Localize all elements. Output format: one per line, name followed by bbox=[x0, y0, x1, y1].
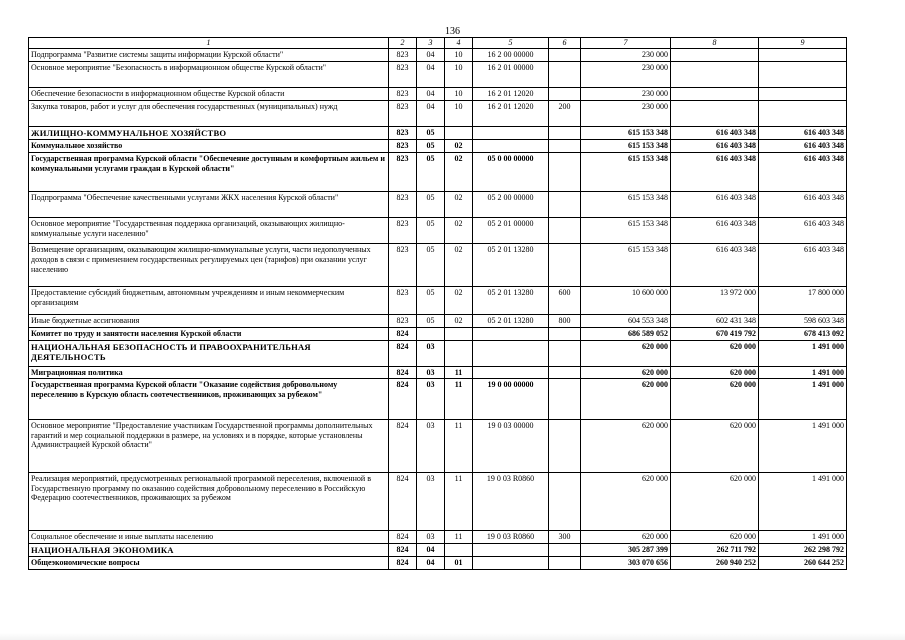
ministry-code: 823 bbox=[389, 192, 417, 218]
subsection-code: 02 bbox=[445, 315, 473, 328]
target-article-code: 05 2 00 00000 bbox=[473, 192, 549, 218]
table-row bbox=[29, 531, 847, 544]
amount-year-1: 615 153 348 bbox=[581, 140, 671, 153]
expense-type-code bbox=[549, 88, 581, 101]
amount-year-2: 616 403 348 bbox=[671, 153, 759, 192]
section-code: 03 bbox=[417, 379, 445, 420]
subsection-code: 02 bbox=[445, 153, 473, 192]
item-name: ЖИЛИЩНО-КОММУНАЛЬНОЕ ХОЗЯЙСТВО bbox=[29, 127, 389, 140]
section-code: 05 bbox=[417, 218, 445, 244]
expense-type-code bbox=[549, 192, 581, 218]
item-name: Основное мероприятие "Предоставление участникам Государственной программы дополнительных гарантий и мер социальной поддержки в размере, на условиях и в порядке, которые установлены Администрацией Курской области" bbox=[29, 420, 389, 473]
amount-year-1: 230 000 bbox=[581, 49, 671, 62]
table-row bbox=[29, 420, 847, 473]
subsection-code bbox=[445, 340, 473, 366]
ministry-code: 824 bbox=[389, 473, 417, 531]
subsection-code: 11 bbox=[445, 420, 473, 473]
ministry-code: 823 bbox=[389, 88, 417, 101]
amount-year-3: 678 413 092 bbox=[759, 327, 847, 340]
section-code: 04 bbox=[417, 543, 445, 556]
amount-year-3: 1 491 000 bbox=[759, 531, 847, 544]
table-row bbox=[29, 101, 847, 127]
ministry-code: 823 bbox=[389, 315, 417, 328]
subsection-code: 02 bbox=[445, 192, 473, 218]
table-row bbox=[29, 140, 847, 153]
ministry-code: 823 bbox=[389, 62, 417, 88]
expense-type-code bbox=[549, 140, 581, 153]
subsection-code: 10 bbox=[445, 101, 473, 127]
section-code: 03 bbox=[417, 340, 445, 366]
target-article-code: 16 2 01 00000 bbox=[473, 62, 549, 88]
section-code: 05 bbox=[417, 244, 445, 287]
expense-type-code bbox=[549, 62, 581, 88]
table-row bbox=[29, 244, 847, 287]
table-row bbox=[29, 62, 847, 88]
target-article-code: 19 0 00 00000 bbox=[473, 379, 549, 420]
amount-year-3: 17 800 000 bbox=[759, 287, 847, 315]
table-row bbox=[29, 327, 847, 340]
item-name: Подпрограмма "Обеспечение качественными услугами ЖКХ населения Курской области" bbox=[29, 192, 389, 218]
subsection-code: 01 bbox=[445, 557, 473, 570]
amount-year-1: 620 000 bbox=[581, 366, 671, 379]
target-article-code: 16 2 01 12020 bbox=[473, 101, 549, 127]
section-code: 05 bbox=[417, 192, 445, 218]
header-cell: 3 bbox=[417, 38, 445, 49]
item-name: Обеспечение безопасности в информационном обществе Курской области bbox=[29, 88, 389, 101]
ministry-code: 824 bbox=[389, 366, 417, 379]
target-article-code bbox=[473, 557, 549, 570]
item-name: Закупка товаров, работ и услуг для обеспечения государственных (муниципальных) нужд bbox=[29, 101, 389, 127]
section-code: 03 bbox=[417, 420, 445, 473]
item-name: Общеэкономические вопросы bbox=[29, 557, 389, 570]
amount-year-2: 616 403 348 bbox=[671, 244, 759, 287]
subsection-code: 02 bbox=[445, 287, 473, 315]
subsection-code: 02 bbox=[445, 244, 473, 287]
section-code: 04 bbox=[417, 62, 445, 88]
amount-year-3: 616 403 348 bbox=[759, 140, 847, 153]
subsection-code: 11 bbox=[445, 379, 473, 420]
target-article-code bbox=[473, 127, 549, 140]
expense-type-code bbox=[549, 218, 581, 244]
amount-year-2: 616 403 348 bbox=[671, 218, 759, 244]
amount-year-2 bbox=[671, 49, 759, 62]
section-code: 03 bbox=[417, 366, 445, 379]
table-row bbox=[29, 153, 847, 192]
section-code: 03 bbox=[417, 531, 445, 544]
expense-type-code bbox=[549, 127, 581, 140]
expense-type-code bbox=[549, 340, 581, 366]
amount-year-3: 1 491 000 bbox=[759, 473, 847, 531]
amount-year-1: 604 553 348 bbox=[581, 315, 671, 328]
expense-type-code: 200 bbox=[549, 101, 581, 127]
section-code: 05 bbox=[417, 140, 445, 153]
ministry-code: 824 bbox=[389, 340, 417, 366]
expense-type-code bbox=[549, 473, 581, 531]
amount-year-1: 305 287 399 bbox=[581, 543, 671, 556]
amount-year-2: 670 419 792 bbox=[671, 327, 759, 340]
expense-type-code bbox=[549, 366, 581, 379]
amount-year-1: 303 070 656 bbox=[581, 557, 671, 570]
table-row bbox=[29, 557, 847, 570]
amount-year-2: 620 000 bbox=[671, 473, 759, 531]
target-article-code: 19 0 03 00000 bbox=[473, 420, 549, 473]
subsection-code bbox=[445, 327, 473, 340]
expense-type-code bbox=[549, 153, 581, 192]
ministry-code: 824 bbox=[389, 327, 417, 340]
amount-year-1: 620 000 bbox=[581, 340, 671, 366]
header-cell: 6 bbox=[549, 38, 581, 49]
target-article-code: 05 2 01 13280 bbox=[473, 315, 549, 328]
subsection-code: 11 bbox=[445, 531, 473, 544]
ministry-code: 824 bbox=[389, 531, 417, 544]
ministry-code: 824 bbox=[389, 557, 417, 570]
table-row bbox=[29, 379, 847, 420]
budget-table-body bbox=[29, 38, 847, 570]
item-name: Иные бюджетные ассигнования bbox=[29, 315, 389, 328]
amount-year-3 bbox=[759, 101, 847, 127]
expense-type-code bbox=[549, 244, 581, 287]
amount-year-3: 1 491 000 bbox=[759, 420, 847, 473]
target-article-code: 05 0 00 00000 bbox=[473, 153, 549, 192]
target-article-code bbox=[473, 140, 549, 153]
expense-type-code bbox=[549, 420, 581, 473]
amount-year-2: 620 000 bbox=[671, 420, 759, 473]
amount-year-3 bbox=[759, 49, 847, 62]
target-article-code: 19 0 03 R0860 bbox=[473, 531, 549, 544]
amount-year-3: 616 403 348 bbox=[759, 153, 847, 192]
expense-type-code: 600 bbox=[549, 287, 581, 315]
section-code: 04 bbox=[417, 557, 445, 570]
table-row bbox=[29, 49, 847, 62]
ministry-code: 824 bbox=[389, 543, 417, 556]
amount-year-3: 1 491 000 bbox=[759, 366, 847, 379]
section-code bbox=[417, 327, 445, 340]
item-name: Реализация мероприятий, предусмотренных региональной программой переселения, включенной в Государственную программу по оказанию содействия добровольному переселению в Российскую Федерацию соотечественников, проживающих за рубежом bbox=[29, 473, 389, 531]
subsection-code: 10 bbox=[445, 49, 473, 62]
target-article-code bbox=[473, 340, 549, 366]
amount-year-2: 616 403 348 bbox=[671, 127, 759, 140]
amount-year-1: 615 153 348 bbox=[581, 192, 671, 218]
amount-year-2: 616 403 348 bbox=[671, 140, 759, 153]
subsection-code: 11 bbox=[445, 366, 473, 379]
item-name: Коммунальное хозяйство bbox=[29, 140, 389, 153]
table-row bbox=[29, 543, 847, 556]
amount-year-2: 13 972 000 bbox=[671, 287, 759, 315]
amount-year-2: 262 711 792 bbox=[671, 543, 759, 556]
expense-type-code bbox=[549, 49, 581, 62]
table-row bbox=[29, 218, 847, 244]
target-article-code bbox=[473, 543, 549, 556]
amount-year-3 bbox=[759, 62, 847, 88]
section-code: 05 bbox=[417, 153, 445, 192]
target-article-code bbox=[473, 327, 549, 340]
ministry-code: 823 bbox=[389, 287, 417, 315]
amount-year-1: 620 000 bbox=[581, 531, 671, 544]
amount-year-2: 620 000 bbox=[671, 531, 759, 544]
amount-year-1: 620 000 bbox=[581, 420, 671, 473]
subsection-code: 02 bbox=[445, 140, 473, 153]
section-code: 03 bbox=[417, 473, 445, 531]
table-row bbox=[29, 127, 847, 140]
subsection-code: 10 bbox=[445, 62, 473, 88]
header-cell: 9 bbox=[759, 38, 847, 49]
ministry-code: 823 bbox=[389, 244, 417, 287]
ministry-code: 824 bbox=[389, 420, 417, 473]
amount-year-3: 1 491 000 bbox=[759, 340, 847, 366]
item-name: Миграционная политика bbox=[29, 366, 389, 379]
header-cell: 7 bbox=[581, 38, 671, 49]
amount-year-3: 616 403 348 bbox=[759, 218, 847, 244]
amount-year-3: 598 603 348 bbox=[759, 315, 847, 328]
amount-year-1: 230 000 bbox=[581, 101, 671, 127]
amount-year-1: 230 000 bbox=[581, 62, 671, 88]
scan-edge bbox=[0, 633, 905, 640]
section-code: 05 bbox=[417, 287, 445, 315]
amount-year-2: 602 431 348 bbox=[671, 315, 759, 328]
section-code: 04 bbox=[417, 88, 445, 101]
item-name: Основное мероприятие "Безопасность в информационном обществе Курской области" bbox=[29, 62, 389, 88]
amount-year-3: 616 403 348 bbox=[759, 127, 847, 140]
item-name: Государственная программа Курской области "Обеспечение доступным и комфортным жильем и коммунальными услугами граждан в Курской области" bbox=[29, 153, 389, 192]
expense-type-code bbox=[549, 543, 581, 556]
amount-year-3: 262 298 792 bbox=[759, 543, 847, 556]
amount-year-2: 620 000 bbox=[671, 340, 759, 366]
header-cell: 2 bbox=[389, 38, 417, 49]
item-name: Социальное обеспечение и иные выплаты населению bbox=[29, 531, 389, 544]
item-name: Государственная программа Курской области "Оказание содействия добровольному переселению в Курскую область соотечественников, проживающих за рубежом" bbox=[29, 379, 389, 420]
subsection-code: 10 bbox=[445, 88, 473, 101]
subsection-code bbox=[445, 127, 473, 140]
amount-year-3: 616 403 348 bbox=[759, 244, 847, 287]
expense-type-code: 800 bbox=[549, 315, 581, 328]
ministry-code: 823 bbox=[389, 101, 417, 127]
amount-year-1: 620 000 bbox=[581, 473, 671, 531]
table-row bbox=[29, 88, 847, 101]
header-cell: 5 bbox=[473, 38, 549, 49]
column-number-header bbox=[29, 38, 847, 49]
table-row bbox=[29, 340, 847, 366]
amount-year-1: 615 153 348 bbox=[581, 218, 671, 244]
amount-year-2: 620 000 bbox=[671, 379, 759, 420]
header-cell: 1 bbox=[29, 38, 389, 49]
header-cell: 8 bbox=[671, 38, 759, 49]
amount-year-1: 615 153 348 bbox=[581, 127, 671, 140]
amount-year-1: 615 153 348 bbox=[581, 153, 671, 192]
subsection-code bbox=[445, 543, 473, 556]
table-row bbox=[29, 366, 847, 379]
amount-year-3: 616 403 348 bbox=[759, 192, 847, 218]
amount-year-1: 10 600 000 bbox=[581, 287, 671, 315]
amount-year-1: 230 000 bbox=[581, 88, 671, 101]
amount-year-2: 620 000 bbox=[671, 366, 759, 379]
item-name: Комитет по труду и занятости населения Курской области bbox=[29, 327, 389, 340]
target-article-code: 05 2 01 13280 bbox=[473, 287, 549, 315]
section-code: 04 bbox=[417, 49, 445, 62]
subsection-code: 11 bbox=[445, 473, 473, 531]
item-name: Возмещение организациям, оказывающим жилищно-коммунальные услуги, части недополученных доходов в связи с применением государственных регулируемых цен (тарифов) при оказании услуг населению bbox=[29, 244, 389, 287]
amount-year-1: 620 000 bbox=[581, 379, 671, 420]
item-name: НАЦИОНАЛЬНАЯ ЭКОНОМИКА bbox=[29, 543, 389, 556]
table-row bbox=[29, 315, 847, 328]
ministry-code: 823 bbox=[389, 153, 417, 192]
ministry-code: 823 bbox=[389, 218, 417, 244]
item-name: НАЦИОНАЛЬНАЯ БЕЗОПАСНОСТЬ И ПРАВООХРАНИТЕЛЬНАЯ ДЕЯТЕЛЬНОСТЬ bbox=[29, 340, 389, 366]
section-code: 04 bbox=[417, 101, 445, 127]
amount-year-3: 1 491 000 bbox=[759, 379, 847, 420]
amount-year-3: 260 644 252 bbox=[759, 557, 847, 570]
item-name: Подпрограмма "Развитие системы защиты информации Курской области" bbox=[29, 49, 389, 62]
section-code: 05 bbox=[417, 315, 445, 328]
ministry-code: 823 bbox=[389, 127, 417, 140]
subsection-code: 02 bbox=[445, 218, 473, 244]
expense-type-code: 300 bbox=[549, 531, 581, 544]
target-article-code: 16 2 00 00000 bbox=[473, 49, 549, 62]
section-code: 05 bbox=[417, 127, 445, 140]
target-article-code: 05 2 01 00000 bbox=[473, 218, 549, 244]
amount-year-2 bbox=[671, 101, 759, 127]
expense-type-code bbox=[549, 557, 581, 570]
ministry-code: 824 bbox=[389, 379, 417, 420]
expense-type-code bbox=[549, 327, 581, 340]
target-article-code: 19 0 03 R0860 bbox=[473, 473, 549, 531]
amount-year-1: 615 153 348 bbox=[581, 244, 671, 287]
ministry-code: 823 bbox=[389, 140, 417, 153]
item-name: Предоставление субсидий бюджетным, автономным учреждениям и иным некоммерческим организациям bbox=[29, 287, 389, 315]
amount-year-2: 260 940 252 bbox=[671, 557, 759, 570]
header-cell: 4 bbox=[445, 38, 473, 49]
amount-year-2: 616 403 348 bbox=[671, 192, 759, 218]
table-row bbox=[29, 473, 847, 531]
expense-type-code bbox=[549, 379, 581, 420]
amount-year-1: 686 589 052 bbox=[581, 327, 671, 340]
amount-year-2 bbox=[671, 62, 759, 88]
item-name: Основное мероприятие "Государственная поддержка организаций, оказывающих жилищно-коммунальные услуги населению" bbox=[29, 218, 389, 244]
target-article-code: 16 2 01 12020 bbox=[473, 88, 549, 101]
amount-year-3 bbox=[759, 88, 847, 101]
amount-year-2 bbox=[671, 88, 759, 101]
budget-table bbox=[28, 37, 847, 570]
page-number: 136 bbox=[445, 26, 460, 37]
target-article-code: 05 2 01 13280 bbox=[473, 244, 549, 287]
target-article-code bbox=[473, 366, 549, 379]
table-row bbox=[29, 192, 847, 218]
table-row bbox=[29, 287, 847, 315]
ministry-code: 823 bbox=[389, 49, 417, 62]
